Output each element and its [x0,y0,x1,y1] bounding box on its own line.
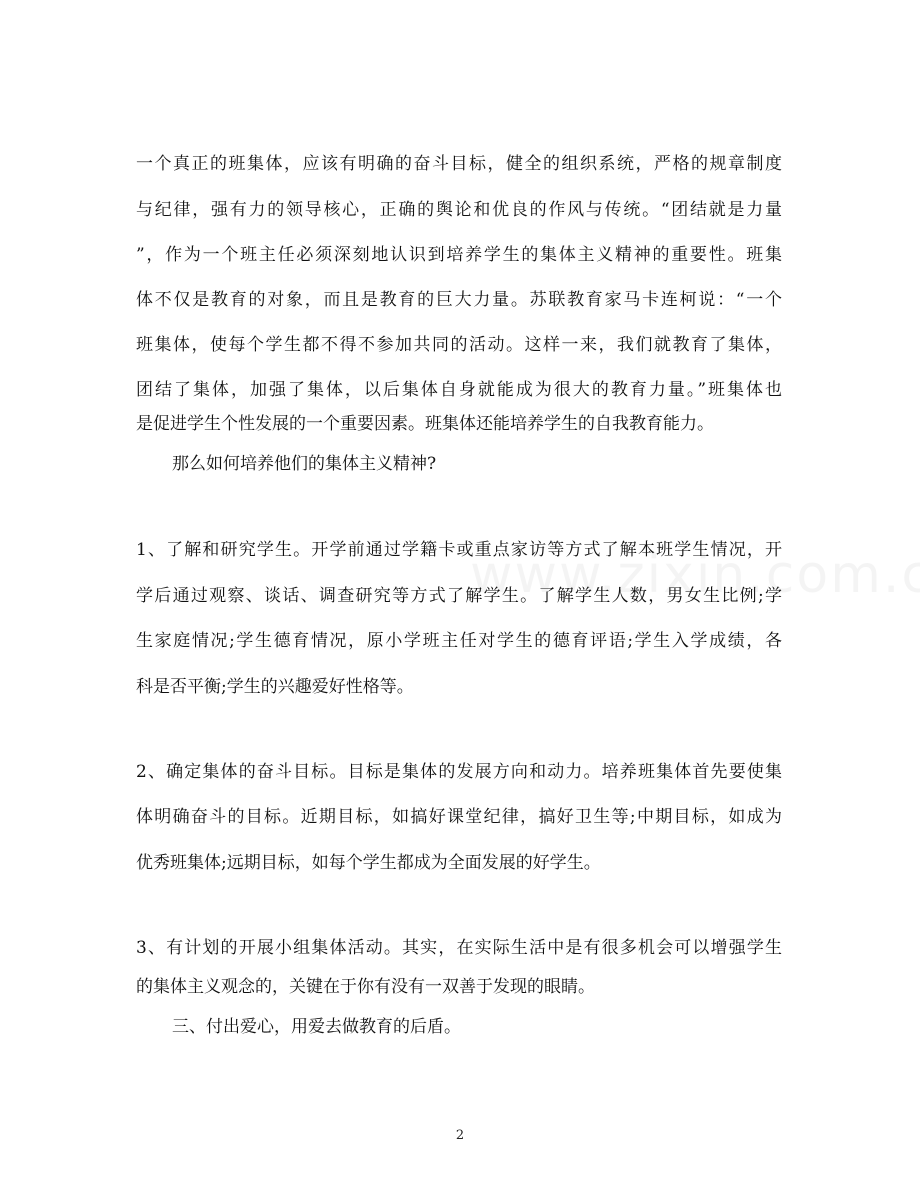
page-number: 2 [455,1128,465,1143]
text-line: 生家庭情况;学生德育情况，原小学班主任对学生的德育评语;学生入学成绩，各 [136,631,782,651]
text-line: 班集体，使每个学生都不得不参加共同的活动。这样一来，我们就教育了集体， [136,335,782,355]
text-line: 学后通过观察、谈话、调查研究等方式了解学生。了解学生人数，男女生比例;学 [136,586,782,606]
text-line: 与纪律，强有力的领导核心，正确的舆论和优良的作风与传统。“团结就是力量 [136,200,782,220]
text-line: 一个真正的班集体，应该有明确的奋斗目标，健全的组织系统，严格的规章制度 [136,154,782,174]
text-line: 三、付出爱心，用爱去做教育的后盾。 [172,1017,461,1037]
text-line: 那么如何培养他们的集体主义精神? [172,454,437,474]
text-line: 2、确定集体的奋斗目标。目标是集体的发展方向和动力。培养班集体首先要使集 [136,762,782,782]
text-line: 是促进学生个性发展的一个重要因素。班集体还能培养学生的自我教育能力。 [136,414,714,434]
text-line: 团结了集体，加强了集体，以后集体自身就能成为很大的教育力量。”班集体也 [136,380,782,400]
text-line: 科是否平衡;学生的兴趣爱好性格等。 [136,677,414,697]
text-line: 体明确奋斗的目标。近期目标，如搞好课堂纪律，搞好卫生等;中期目标，如成为 [136,807,782,827]
text-line: ”，作为一个班主任必须深刻地认识到培养学生的集体主义精神的重要性。班集 [136,245,782,265]
text-line: 优秀班集体;远期目标，如每个学生都成为全面发展的好学生。 [136,853,601,873]
text-line: 1、了解和研究学生。开学前通过学籍卡或重点家访等方式了解本班学生情况，开 [136,540,782,560]
text-line: 的集体主义观念的，关键在于你有没有一双善于发现的眼睛。 [136,977,595,997]
text-line: 3、有计划的开展小组集体活动。其实，在实际生活中是有很多机会可以增强学生 [136,938,782,958]
text-line: 体不仅是教育的对象，而且是教育的巨大力量。苏联教育家马卡连柯说：“一个 [136,290,782,310]
